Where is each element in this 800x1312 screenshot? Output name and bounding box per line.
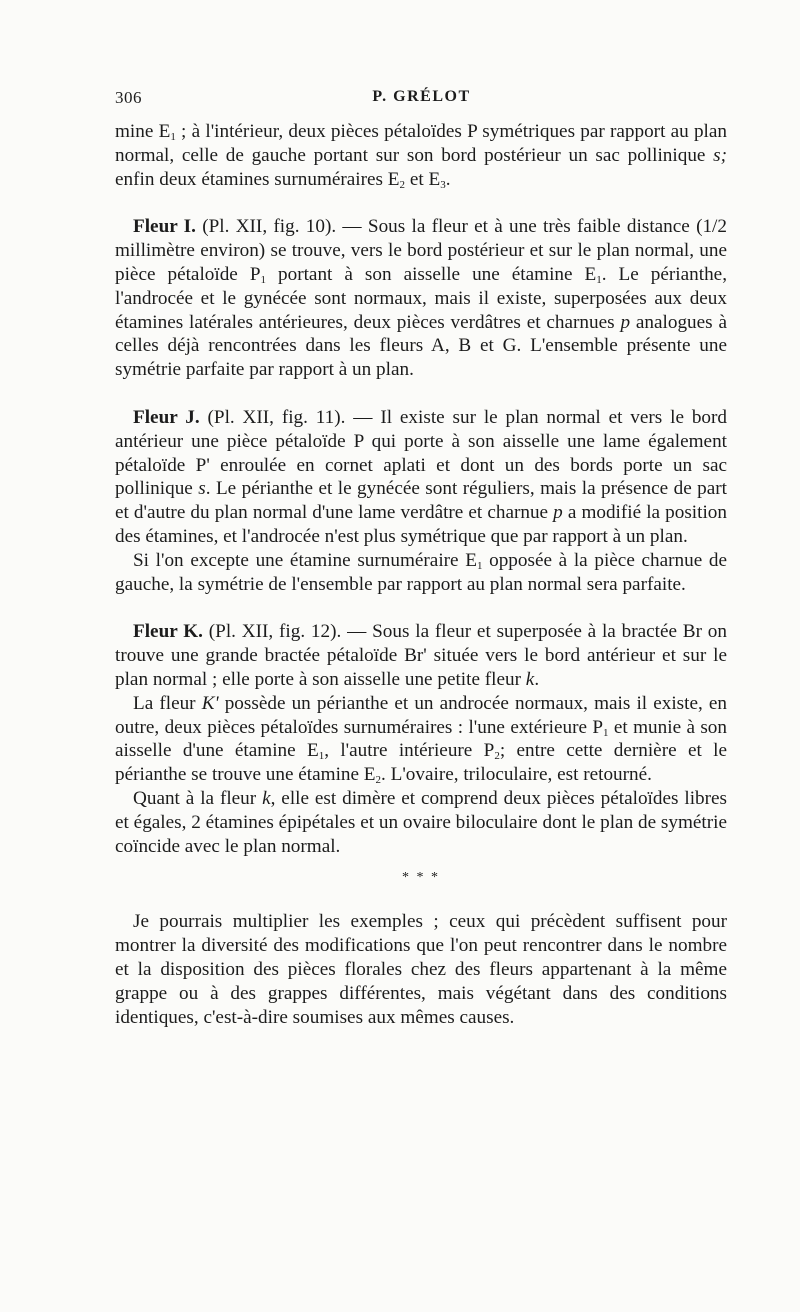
conclusion-paragraph: Je pourrais multiplier les exemples ; ceux qui précèdent suffisent pour montrer la diversité des modifications que l'on peut rencontrer dans le nombre et la disposition des pièces florales chez des fleurs appartenant à la même grappe ou à des grappes différentes, mais végétant dans des conditions identiques, c'est-à-dire soumises aux mêmes causes. (115, 911, 727, 1028)
page-body (115, 120, 727, 1029)
fleur-j-heading: Fleur J. (133, 406, 200, 428)
fleur-j-paragraph-2: Si l'on excepte une étamine surnuméraire $E_1$ opposée à la pièce charnue de gauche, la symétrie de l'ensemble par rapport au plan normal sera parfaite. (115, 549, 728, 595)
fleur-i-paragraph: Fleur I. (Pl. XII, fig. 10). — Sous la fleur et à une très faible distance (1/2 millimètre environ) se trouve, vers le bord postérieur et sur le plan normal, une pièce pétaloïde $P_1$ portant à son aisselle une étamine $E_1$. Le périanthe, l'androcée et le gynécée sont normaux, mais il existe, superposées aux deux étamines latérales antérieures, deux pièces verdâtres et charnues p analogues à celles déjà rencontrées dans les fleurs A, B et G. L'ensemble présente une symétrie parfaite par rapport à un plan. (115, 216, 728, 381)
fleur-k-paragraph: Fleur K. (Pl. XII, fig. 12). — Sous la fleur et superposée à la bractée Br on trouve une grande bractée pétaloïde Br' située vers le bord antérieur et sur le plan normal ; elle porte à son aisselle une petite fleur k. (115, 621, 727, 690)
page-header (115, 88, 728, 110)
fleur-j-paragraph: Fleur J. (Pl. XII, fig. 11). — Il existe sur le plan normal et vers le bord antérieur une pièce pétaloïde P qui porte à son aisselle une lame également pétaloïde P' enroulée en cornet aplati et dont un des bords porte un sac pollinique s. Le périanthe et le gynécée sont réguliers, mais la présence de part et d'autre du plan normal d'une lame verdâtre et charnue p a modifié la position des étamines, et l'androcée n'est plus symétrique que par rapport à un plan. (115, 406, 727, 547)
fleur-k-paragraph-3: Quant à la fleur k, elle est dimère et comprend deux pièces pétaloïdes libres et égales, 2 étamines épipétales et un ovaire biloculaire dont le plan de symétrie coïncide avec le plan normal. (115, 787, 727, 857)
section-separator: * * * (402, 870, 440, 886)
fleur-k-paragraph-2: La fleur K' possède un périanthe et un androcée normaux, mais il existe, en outre, deux pièces pétaloïdes surnuméraires : l'une extérieure $P_1$ et munie à son aisselle d'une étamine $E_1$, l'autre intérieure $P_2$; entre cette dernière et le périanthe se trouve une étamine $E_2$. L'ovaire, triloculaire, est retourné. (115, 692, 727, 787)
page-number: 306 (115, 88, 142, 107)
fleur-i-heading: Fleur I. (133, 216, 196, 238)
running-head: P. GRÉLOT (372, 88, 471, 105)
continuation-paragraph: mine $E_1$ ; à l'intérieur, deux pièces pétaloïdes P symétriques par rapport au plan normal, celle de gauche portant sur son bord postérieur un sac pollinique s; enfin deux étamines surnuméraires $E_2$ et $E_3$. (115, 121, 728, 191)
fleur-k-heading: Fleur K. (133, 621, 203, 643)
